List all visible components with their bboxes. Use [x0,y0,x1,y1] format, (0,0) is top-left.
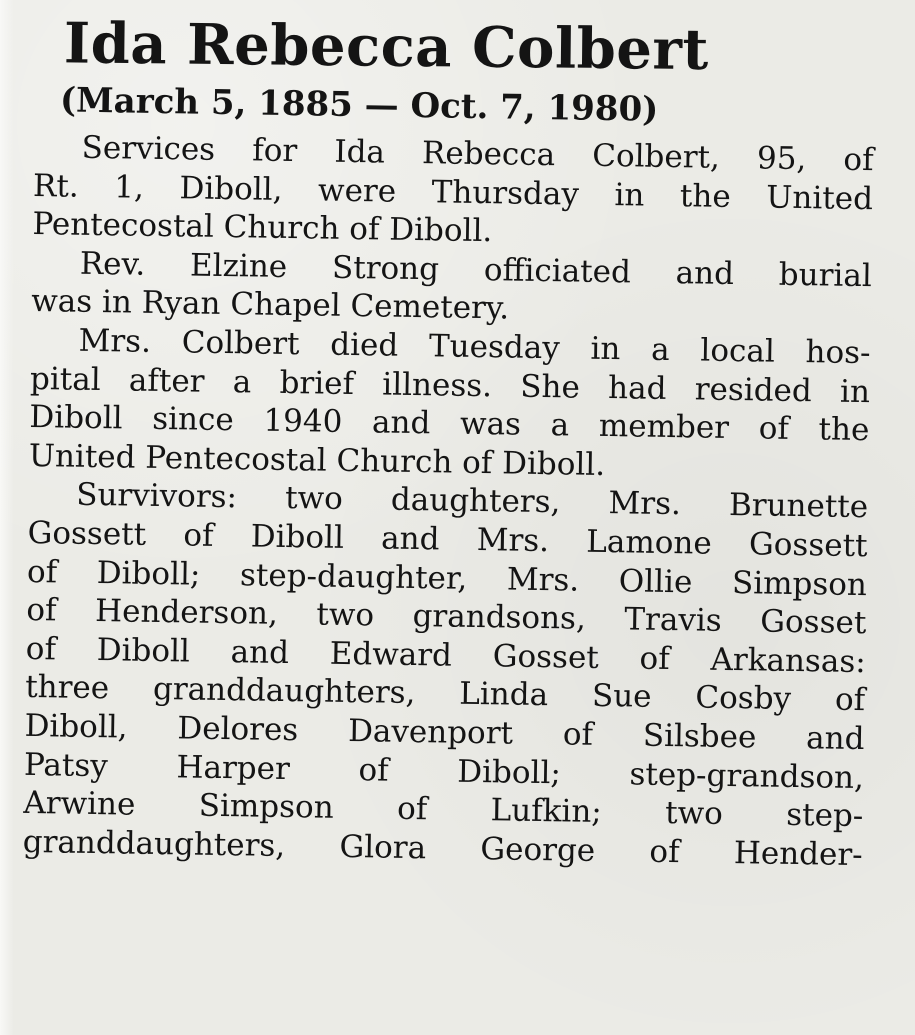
body-line: Rt. 1, Diboll, were Thursday in the United [32,167,874,217]
body-line: United Pentecostal Church of Diboll. [28,437,606,483]
body-line: Patsy Harper of Diboll; step-grandson, [23,746,865,796]
body-line: Services for Ida Rebecca Colbert, 95, of [81,129,874,179]
obituary-name-headline: Ida Rebecca Colbert [63,10,710,84]
body-line: granddaughters, Glora George of Hender- [22,823,863,873]
body-line: was in Ryan Chapel Cemetery. [30,283,510,327]
body-line: Rev. Elzine Strong officiated and burial [79,245,873,294]
body-line: Diboll since 1940 and was a member of the [29,399,870,449]
body-line: Pentecostal Church of Diboll. [32,206,493,250]
body-line: pital after a brief illness. She had resided in [29,360,871,410]
obituary-body [22,128,892,875]
body-line: three granddaughters, Linda Sue Cosby of [24,669,866,719]
body-line: Arwine Simpson of Lufkin; two step- [23,785,864,835]
body-line: of Diboll; step-daughter, Mrs. Ollie Simpson [26,553,868,603]
obituary-dates: (March 5, 1885 — Oct. 7, 1980) [59,80,659,130]
body-line: of Diboll and Edward Gosset of Arkansas: [25,630,867,680]
body-line: of Henderson, two grandsons, Travis Gosset [26,592,867,642]
body-line: Diboll, Delores Davenport of Silsbee and [24,707,865,758]
body-line: Gossett of Diboll and Mrs. Lamone Gossett [27,514,868,565]
body-line: Survivors: two daughters, Mrs. Brunette [75,477,869,526]
body-line: Mrs. Colbert died Tuesday in a local hos- [78,322,871,372]
